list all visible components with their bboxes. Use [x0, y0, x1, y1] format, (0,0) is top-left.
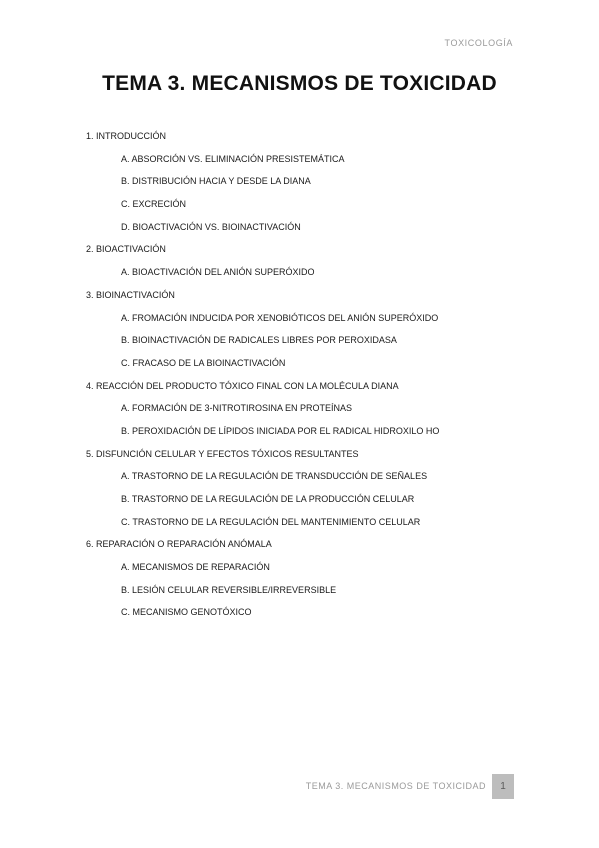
toc-subsection: A. TRASTORNO DE LA REGULACIÓN DE TRANSDUCCIÓN DE SEÑALES — [121, 471, 428, 482]
toc-subsection: A. FROMACIÓN INDUCIDA POR XENOBIÓTICOS DEL ANIÓN SUPERÓXIDO — [121, 312, 439, 323]
table-of-contents — [86, 130, 516, 629]
toc-subsection: B. LESIÓN CELULAR REVERSIBLE/IRREVERSIBLE — [121, 584, 337, 595]
toc-subsection: B. PEROXIDACIÓN DE LÍPIDOS INICIADA POR EL RADICAL HIDROXILO HO — [121, 425, 440, 436]
toc-subsection: A. BIOACTIVACIÓN DEL ANIÓN SUPERÓXIDO — [121, 267, 315, 278]
toc-section: 6. REPARACIÓN O REPARACIÓN ANÓMALA — [86, 539, 272, 550]
toc-section: 2. BIOACTIVACIÓN — [86, 244, 166, 255]
toc-subsection: D. BIOACTIVACIÓN VS. BIOINACTIVACIÓN — [121, 221, 301, 232]
page-number: 1 — [492, 774, 514, 799]
toc-subsection: C. EXCRECIÓN — [121, 199, 187, 210]
toc-subsection: A. MECANISMOS DE REPARACIÓN — [121, 562, 270, 573]
toc-subsection: B. BIOINACTIVACIÓN DE RADICALES LIBRES POR PEROXIDASA — [121, 335, 397, 346]
toc-subsection: C. MECANISMO GENOTÓXICO — [121, 607, 252, 618]
toc-subsection: A. ABSORCIÓN VS. ELIMINACIÓN PRESISTEMÁTICA — [121, 153, 345, 164]
header-subject: TOXICOLOGÍA — [444, 38, 513, 48]
toc-subsection: A. FORMACIÓN DE 3-NITROTIROSINA EN PROTEÍNAS — [121, 403, 353, 414]
toc-section: 3. BIOINACTIVACIÓN — [86, 289, 175, 300]
page-title: TEMA 3. MECANISMOS DE TOXICIDAD — [102, 72, 497, 95]
footer — [306, 774, 514, 799]
toc-subsection: B. DISTRIBUCIÓN HACIA Y DESDE LA DIANA — [121, 176, 311, 187]
toc-subsection: C. TRASTORNO DE LA REGULACIÓN DEL MANTENIMIENTO CELULAR — [121, 516, 421, 527]
toc-section: 5. DISFUNCIÓN CELULAR Y EFECTOS TÓXICOS RESULTANTES — [86, 448, 359, 459]
toc-subsection: C. FRACASO DE LA BIOINACTIVACIÓN — [121, 357, 286, 368]
toc-subsection: B. TRASTORNO DE LA REGULACIÓN DE LA PRODUCCIÓN CELULAR — [121, 494, 415, 504]
toc-section: 1. INTRODUCCIÓN — [86, 131, 167, 141]
toc-section: 4. REACCIÓN DEL PRODUCTO TÓXICO FINAL CON LA MOLÉCULA DIANA — [86, 380, 399, 391]
footer-title: TEMA 3. MECANISMOS DE TOXICIDAD — [305, 781, 486, 791]
